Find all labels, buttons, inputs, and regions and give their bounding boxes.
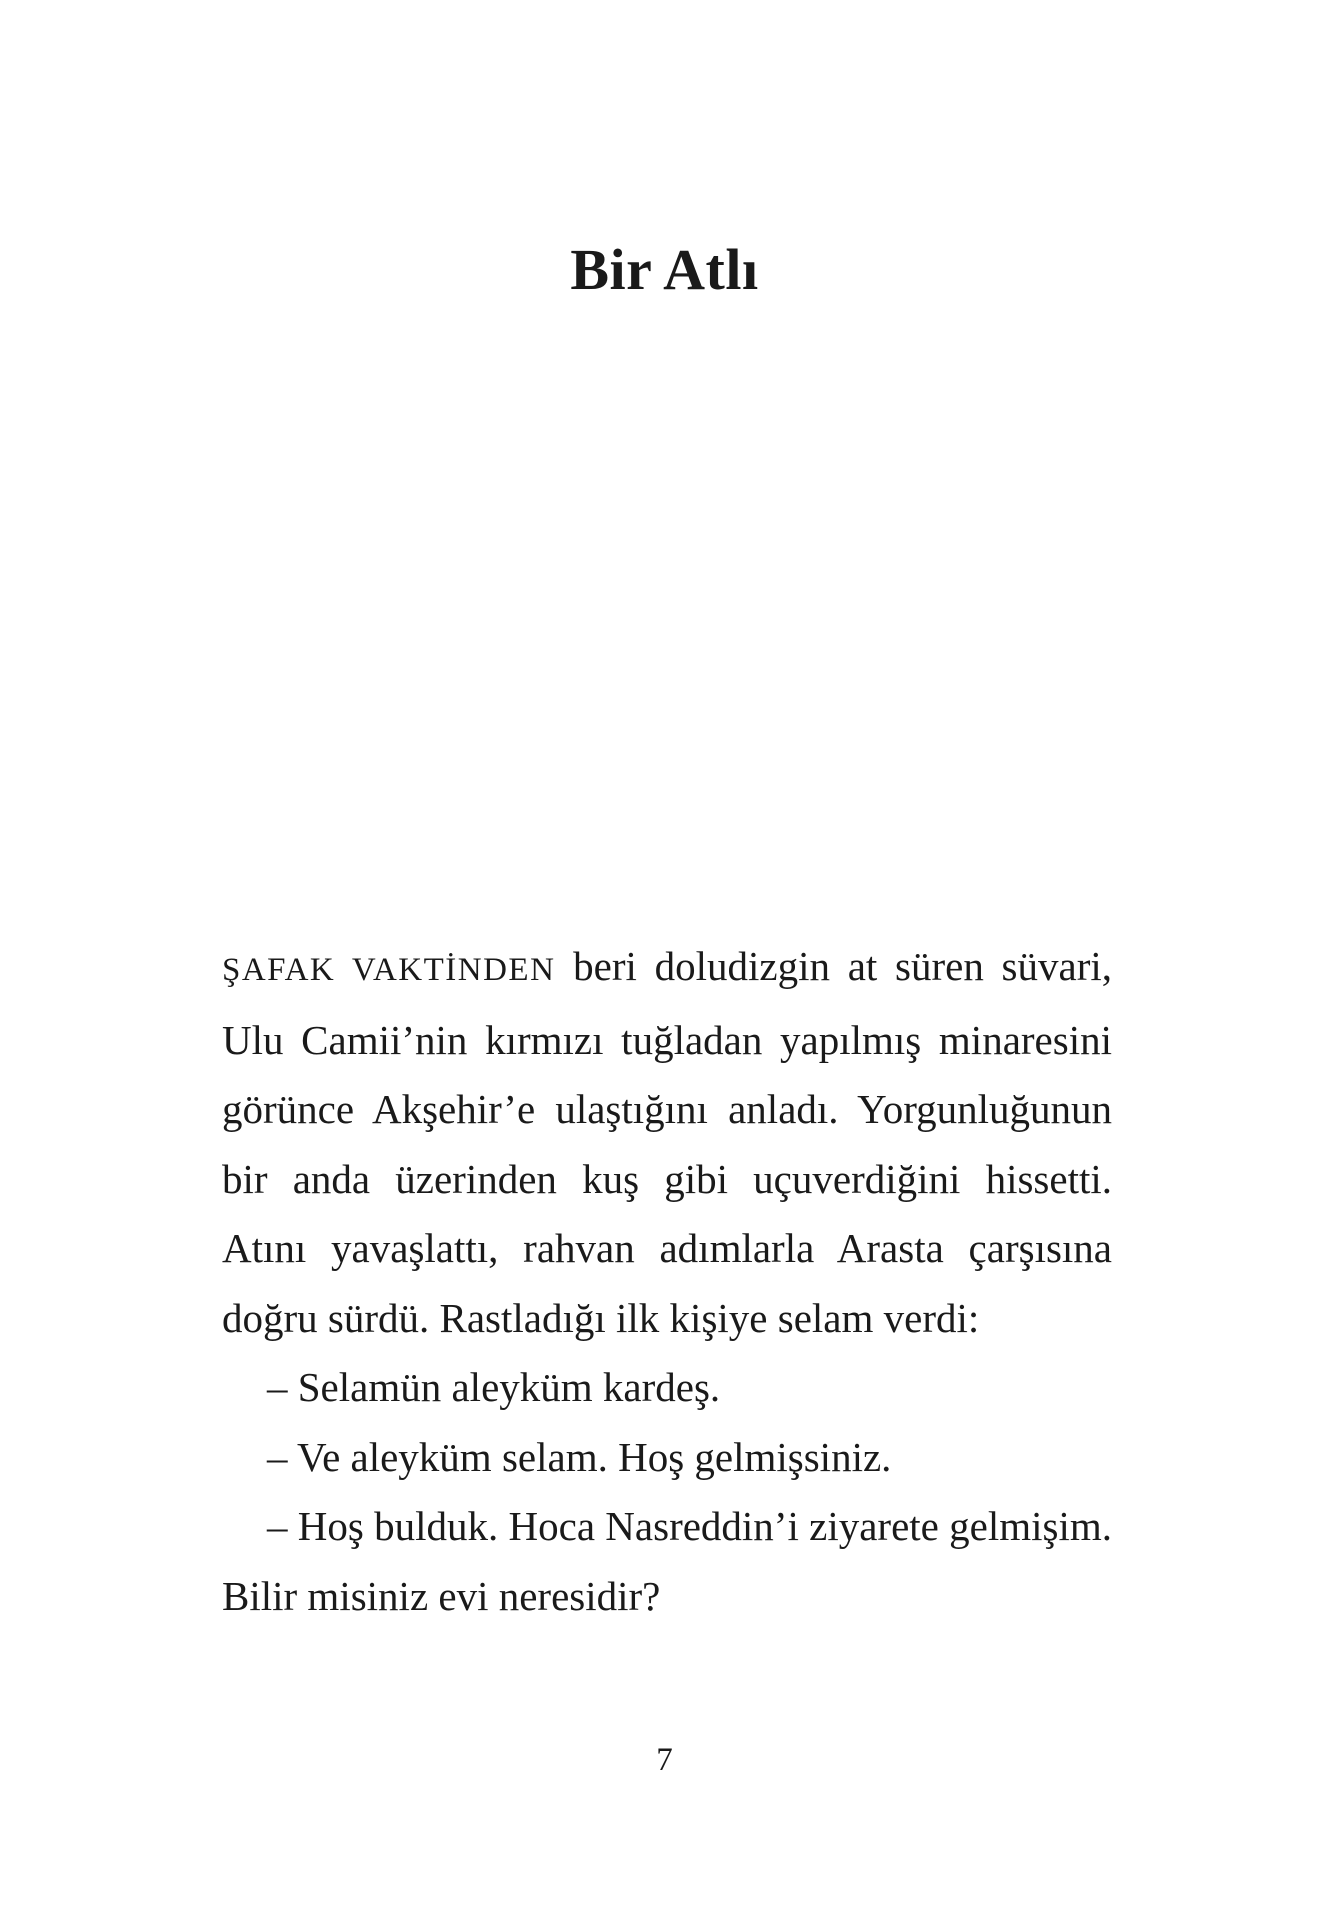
dialogue-line: – Hoş bulduk. Hoca Nasreddin’i ziyarete gelmişim. Bilir misiniz evi neresidir? xyxy=(222,1503,1112,1619)
opening-small-caps: ŞAFAK VAKTİNDEN xyxy=(222,952,556,988)
opening-paragraph-text: beri doludizgin at süren süvari, Ulu Camii’nin kırmızı tuğladan yapılmış minaresini görünce Akşehir’e ulaştığını anladı. Yorgunluğunun bir anda üzerinden kuş gibi uçuverdiğini hissetti. Atını yavaşlattı, rahvan adımlarla Arasta çarşısına doğru sürdü. Rastladığı ilk kişiye selam verdi: xyxy=(222,943,1112,1341)
dialogue-line: – Selamün aleyküm kardeş. xyxy=(267,1364,721,1410)
page-number: 7 xyxy=(656,1742,673,1778)
dialogue-line: – Ve aleyküm selam. Hoş gelmişsiniz. xyxy=(267,1433,892,1480)
body-text xyxy=(222,932,1112,1631)
opening-paragraph xyxy=(222,932,1112,1353)
chapter-title: Bir Atlı xyxy=(570,237,759,302)
